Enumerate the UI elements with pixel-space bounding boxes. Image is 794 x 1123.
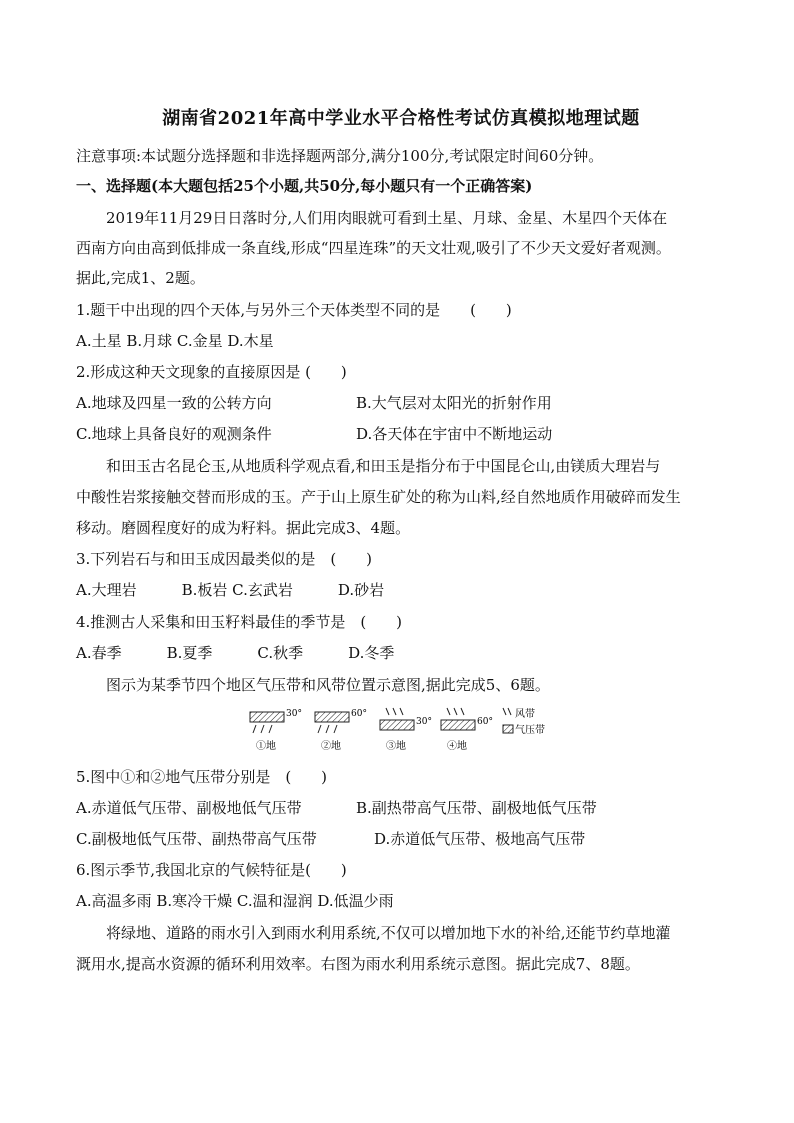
q3-options: A.大理岩 B.板岩 C.玄武岩 D.砂岩: [76, 581, 385, 599]
wind-legend-icon: [503, 708, 506, 715]
passage4-line1: 将绿地、道路的雨水引入到雨水利用系统,不仅可以增加地下水的补给,还能节约草地灌: [106, 924, 671, 942]
legend-pressure-label: 气压带: [515, 725, 545, 736]
passage1-line1: 2019年11月29日日落时分,人们用肉眼就可看到土星、月球、金星、木星四个天体在: [106, 209, 668, 227]
passage2-line3: 移动。磨圆程度好的成为籽料。据此完成3、4题。: [76, 519, 411, 537]
region2-diagram: [315, 709, 367, 752]
region3-diagram: [380, 708, 432, 752]
degree-label-1: 30°: [286, 709, 302, 719]
q2-option-b: B.大气层对太阳光的折射作用: [356, 394, 552, 412]
q5-option-a: A.赤道低气压带、副极地低气压带: [76, 799, 302, 817]
passage1-line3: 据此,完成1、2题。: [76, 269, 205, 287]
page-title: 湖南省2021年高中学业水平合格性考试仿真模拟地理试题: [162, 108, 640, 129]
region-label-2: ②地: [321, 741, 341, 752]
q2-option-d: D.各天体在宇宙中不断地运动: [356, 425, 553, 443]
q4-stem: 4.推测古人采集和田玉籽料最佳的季节是 ( ): [76, 613, 403, 631]
pressure-belt-2: [315, 712, 349, 722]
q2-option-c: C.地球上具备良好的观测条件: [76, 425, 272, 443]
degree-label-3: 30°: [416, 717, 432, 727]
q1-options: A.土星 B.月球 C.金星 D.木星: [76, 332, 274, 350]
passage2-line1: 和田玉古名昆仑玉,从地质科学观点看,和田玉是指分布于中国昆仑山,由镁质大理岩与: [106, 457, 661, 475]
q5-stem: 5.图中①和②地气压带分别是 ( ): [76, 768, 328, 786]
q1-stem: 1.题干中出现的四个天体,与另外三个天体类型不同的是 ( ): [76, 301, 512, 319]
notice: 注意事项:本试题分选择题和非选择题两部分,满分100分,考试限定时间60分钟。: [76, 147, 604, 165]
diagram-legend: [503, 707, 545, 736]
q5-option-c: C.副极地低气压带、副热带高气压带: [76, 830, 317, 848]
region-label-3: ③地: [386, 741, 406, 752]
section-heading: 一、选择题(本大题包括25个小题,共50分,每小题只有一个正确答案): [76, 177, 533, 195]
q5-option-b: B.副热带高气压带、副极地低气压带: [356, 799, 597, 817]
pressure-belt-1: [250, 712, 284, 722]
q6-stem: 6.图示季节,我国北京的气候特征是( ): [76, 861, 347, 879]
q5-option-d: D.赤道低气压带、极地高气压带: [374, 830, 586, 848]
passage3: 图示为某季节四个地区气压带和风带位置示意图,据此完成5、6题。: [106, 676, 550, 694]
degree-label-4: 60°: [477, 717, 493, 727]
passage4-line2: 溉用水,提高水资源的循环利用效率。右图为雨水利用系统示意图。据此完成7、8题。: [76, 955, 640, 973]
region1-diagram: [250, 709, 302, 752]
q2-stem: 2.形成这种天文现象的直接原因是 ( ): [76, 363, 347, 381]
pressure-legend-icon: [503, 725, 513, 733]
q6-options: A.高温多雨 B.寒冷干燥 C.温和湿润 D.低温少雨: [76, 892, 394, 910]
passage2-line2: 中酸性岩浆接触交替而形成的玉。产于山上原生矿处的称为山料,经自然地质作用破碎而发生: [76, 488, 681, 506]
region4-diagram: [441, 708, 493, 752]
degree-label-2: 60°: [351, 709, 367, 719]
pressure-belt-4: [441, 720, 475, 730]
q2-option-a: A.地球及四星一致的公转方向: [76, 394, 272, 412]
pressure-belt-3: [380, 720, 414, 730]
legend-wind-label: 风带: [515, 709, 535, 720]
q4-options: A.春季 B.夏季 C.秋季 D.冬季: [76, 644, 395, 662]
region-label-1: ①地: [256, 741, 276, 752]
pressure-wind-diagram: [248, 704, 558, 752]
q3-stem: 3.下列岩石与和田玉成因最类似的是 ( ): [76, 550, 373, 568]
region-label-4: ④地: [447, 741, 467, 752]
passage1-line2: 西南方向由高到低排成一条直线,形成“四星连珠”的天文壮观,吸引了不少天文爱好者观测。: [76, 239, 671, 257]
